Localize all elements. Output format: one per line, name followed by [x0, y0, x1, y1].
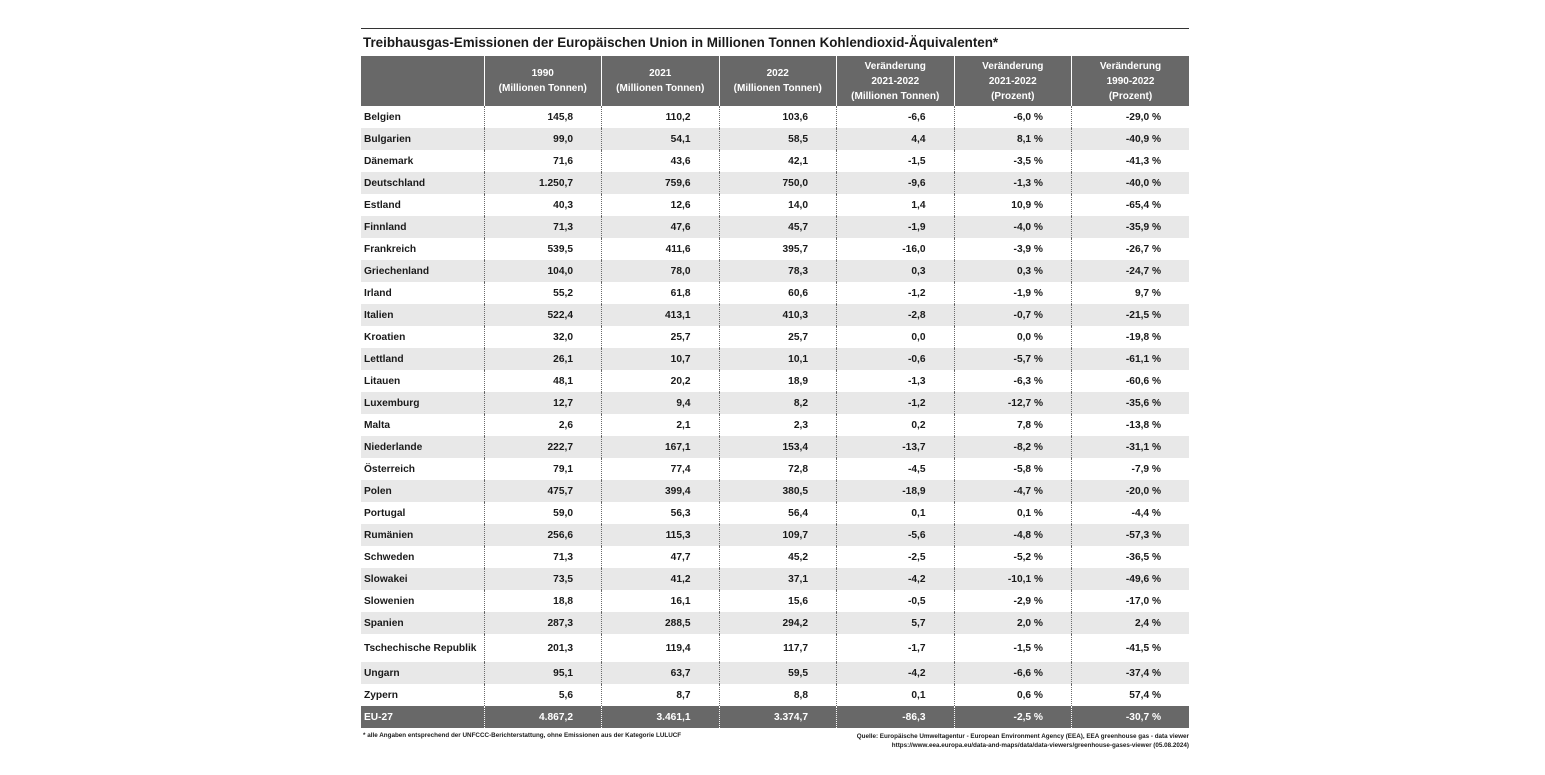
country-cell: Spanien — [361, 612, 484, 634]
value-2021: 110,2 — [602, 106, 720, 128]
value-1990: 99,0 — [484, 128, 602, 150]
value-2022: 3.374,7 — [719, 706, 837, 728]
change-pct-cell: -8,2 % — [954, 436, 1072, 458]
change-abs-cell: 0,1 — [837, 684, 955, 706]
change-abs-cell: -5,6 — [837, 524, 955, 546]
table-row — [361, 546, 1189, 568]
change-pct-1990-cell: -41,3 % — [1072, 150, 1190, 172]
change-pct-1990-cell: -26,7 % — [1072, 238, 1190, 260]
header-label: 2021-2022 — [988, 75, 1037, 87]
change-abs-cell: -86,3 — [837, 706, 955, 728]
value-2021: 10,7 — [602, 348, 720, 370]
value-2022: 25,7 — [719, 326, 837, 348]
table-row — [361, 458, 1189, 480]
change-pct-cell: -0,7 % — [954, 304, 1072, 326]
change-pct-cell: 0,0 % — [954, 326, 1072, 348]
change-pct-1990-cell: -30,7 % — [1072, 706, 1190, 728]
header-2022 — [719, 56, 837, 106]
change-pct-cell: -1,9 % — [954, 282, 1072, 304]
country-cell: Niederlande — [361, 436, 484, 458]
value-1990: 12,7 — [484, 392, 602, 414]
change-abs-cell: 0,1 — [837, 502, 955, 524]
table-row — [361, 150, 1189, 172]
table-row — [361, 304, 1189, 326]
value-1990: 1.250,7 — [484, 172, 602, 194]
header-label: (Millionen Tonnen) — [498, 83, 587, 94]
header-label: (Millionen Tonnen) — [851, 90, 940, 102]
change-pct-1990-cell: -24,7 % — [1072, 260, 1190, 282]
value-2022: 18,9 — [719, 370, 837, 392]
header-label: 2021 — [649, 68, 672, 79]
change-pct-cell: 0,6 % — [954, 684, 1072, 706]
value-2022: 2,3 — [719, 414, 837, 436]
change-pct-1990-cell: -60,6 % — [1072, 370, 1190, 392]
value-2022: 14,0 — [719, 194, 837, 216]
source-url: https://www.eea.europa.eu/data-and-maps/data/data-viewers/greenhouse-gases-viewer (05.08.2024) — [891, 742, 1189, 749]
table-row — [361, 238, 1189, 260]
header-label: (Prozent) — [1108, 90, 1153, 102]
value-1990: 48,1 — [484, 370, 602, 392]
value-1990: 73,5 — [484, 568, 602, 590]
value-1990: 71,6 — [484, 150, 602, 172]
value-1990: 201,3 — [484, 634, 602, 662]
change-pct-cell: -3,5 % — [954, 150, 1072, 172]
value-2021: 167,1 — [602, 436, 720, 458]
country-cell: Dänemark — [364, 155, 414, 167]
change-abs-cell: -0,5 — [837, 590, 955, 612]
table-row — [361, 524, 1189, 546]
value-2022: 60,6 — [719, 282, 837, 304]
change-pct-1990-cell: 2,4 % — [1072, 612, 1190, 634]
change-pct-cell: -4,7 % — [954, 480, 1072, 502]
change-abs-cell: -4,5 — [837, 458, 955, 480]
change-pct-1990-cell: -20,0 % — [1072, 480, 1190, 502]
country-cell: Finnland — [361, 216, 484, 238]
table-row — [361, 436, 1189, 458]
value-2022: 380,5 — [719, 480, 837, 502]
change-pct-1990-cell: -35,6 % — [1072, 392, 1190, 414]
change-abs-cell: -4,2 — [837, 568, 955, 590]
country-cell: Tschechische Republik — [364, 642, 477, 654]
change-pct-1990-cell: -4,4 % — [1072, 502, 1190, 524]
value-2021: 8,7 — [602, 684, 720, 706]
value-2021: 413,1 — [602, 304, 720, 326]
header-1990 — [484, 56, 602, 106]
change-pct-1990-cell: -65,4 % — [1072, 194, 1190, 216]
value-2022: 8,2 — [719, 392, 837, 414]
table-row — [361, 172, 1189, 194]
country-cell: Deutschland — [361, 172, 484, 194]
header-change-pct-1990-2022 — [1072, 56, 1190, 106]
header-label: Veränderung — [982, 60, 1044, 72]
footnote: * alle Angaben entsprechend der UNFCCC-Berichterstattung, ohne Emissionen aus der Kategorie LULUCF — [363, 732, 682, 739]
change-abs-cell: -6,6 — [837, 106, 955, 128]
table-row — [361, 612, 1189, 634]
value-2022: 109,7 — [719, 524, 837, 546]
change-pct-cell: -5,7 % — [954, 348, 1072, 370]
change-abs-cell: 4,4 — [837, 128, 955, 150]
header-change-pct-2021-2022 — [954, 56, 1072, 106]
change-abs-cell: 0,0 — [837, 326, 955, 348]
change-abs-cell: -1,2 — [837, 392, 955, 414]
change-abs-cell: 0,3 — [837, 260, 955, 282]
change-pct-cell: 7,8 % — [954, 414, 1072, 436]
country-cell: Kroatien — [364, 331, 406, 343]
value-2022: 45,2 — [719, 546, 837, 568]
header-change-abs-2021-2022 — [837, 56, 955, 106]
table-title: Treibhausgas-Emissionen der Europäischen Union in Millionen Tonnen Kohlendioxid-Äquivalenten* — [363, 35, 999, 50]
value-2021: 16,1 — [602, 590, 720, 612]
value-2021: 56,3 — [602, 502, 720, 524]
change-pct-1990-cell: -41,5 % — [1072, 634, 1190, 662]
value-1990: 32,0 — [484, 326, 602, 348]
change-pct-1990-cell: -61,1 % — [1072, 348, 1190, 370]
value-2021: 3.461,1 — [602, 706, 720, 728]
header-label: 2021-2022 — [871, 75, 920, 87]
value-1990: 256,6 — [484, 524, 602, 546]
value-2021: 2,1 — [602, 414, 720, 436]
change-pct-cell: -12,7 % — [954, 392, 1072, 414]
country-cell: Luxemburg — [361, 392, 484, 414]
country-cell: Bulgarien — [361, 128, 484, 150]
header-country — [361, 56, 484, 106]
emissions-table-sheet — [361, 28, 1189, 754]
country-cell: Malta — [364, 419, 391, 431]
country-cell: Estland — [364, 199, 401, 211]
value-1990: 287,3 — [484, 612, 602, 634]
change-abs-cell: 5,7 — [837, 612, 955, 634]
value-2022: 750,0 — [719, 172, 837, 194]
change-pct-cell: -5,8 % — [954, 458, 1072, 480]
change-pct-1990-cell: -57,3 % — [1072, 524, 1190, 546]
change-abs-cell: -18,9 — [837, 480, 955, 502]
value-2022: 59,5 — [719, 662, 837, 684]
table-row — [361, 502, 1189, 524]
table-row — [361, 568, 1189, 590]
value-1990: 104,0 — [484, 260, 602, 282]
change-abs-cell: -1,3 — [837, 370, 955, 392]
country-cell: Österreich — [364, 463, 415, 475]
table-row — [361, 684, 1189, 706]
value-2022: 8,8 — [719, 684, 837, 706]
change-pct-cell: -4,8 % — [954, 524, 1072, 546]
country-cell: Lettland — [361, 348, 484, 370]
change-pct-cell: -2,5 % — [954, 706, 1072, 728]
value-2021: 61,8 — [602, 282, 720, 304]
change-pct-1990-cell: -49,6 % — [1072, 568, 1190, 590]
table-row — [361, 106, 1189, 128]
source-line: Quelle: Europäische Umweltagentur - European Environment Agency (EEA), EEA greenhouse gas - data viewer — [856, 733, 1189, 740]
header-2021 — [602, 56, 720, 106]
value-1990: 95,1 — [484, 662, 602, 684]
value-2021: 399,4 — [602, 480, 720, 502]
value-2022: 72,8 — [719, 458, 837, 480]
value-2022: 45,7 — [719, 216, 837, 238]
value-2021: 12,6 — [602, 194, 720, 216]
value-2021: 9,4 — [602, 392, 720, 414]
value-2021: 411,6 — [602, 238, 720, 260]
value-1990: 18,8 — [484, 590, 602, 612]
change-pct-1990-cell: 9,7 % — [1072, 282, 1190, 304]
country-cell: Frankreich — [364, 243, 417, 255]
change-pct-cell: -4,0 % — [954, 216, 1072, 238]
change-abs-cell: 1,4 — [837, 194, 955, 216]
value-2022: 294,2 — [719, 612, 837, 634]
table-row — [361, 260, 1189, 282]
value-2021: 25,7 — [602, 326, 720, 348]
value-2021: 759,6 — [602, 172, 720, 194]
table-row — [361, 662, 1189, 684]
change-pct-cell: 10,9 % — [954, 194, 1072, 216]
value-1990: 59,0 — [484, 502, 602, 524]
source-note — [857, 732, 1189, 750]
table-row — [361, 414, 1189, 436]
change-abs-cell: -1,2 — [837, 282, 955, 304]
value-2021: 54,1 — [602, 128, 720, 150]
country-cell: Slowakei — [361, 568, 484, 590]
change-abs-cell: -1,7 — [837, 634, 955, 662]
change-abs-cell: -0,6 — [837, 348, 955, 370]
change-pct-1990-cell: -29,0 % — [1072, 106, 1190, 128]
change-pct-cell: 0,3 % — [954, 260, 1072, 282]
table-row — [361, 194, 1189, 216]
change-pct-1990-cell: -21,5 % — [1072, 304, 1190, 326]
country-cell: Zypern — [364, 689, 398, 701]
change-pct-cell: -1,5 % — [954, 634, 1072, 662]
value-2021: 47,7 — [602, 546, 720, 568]
value-1990: 539,5 — [484, 238, 602, 260]
table-row — [361, 348, 1189, 370]
change-pct-cell: -6,0 % — [954, 106, 1072, 128]
table-row — [361, 326, 1189, 348]
country-cell: Polen — [361, 480, 484, 502]
value-2021: 63,7 — [602, 662, 720, 684]
header-label: (Millionen Tonnen) — [616, 83, 705, 94]
change-pct-1990-cell: -37,4 % — [1072, 662, 1190, 684]
change-pct-cell: 8,1 % — [954, 128, 1072, 150]
value-2021: 43,6 — [602, 150, 720, 172]
change-pct-1990-cell: -35,9 % — [1072, 216, 1190, 238]
value-1990: 79,1 — [484, 458, 602, 480]
header-label: (Millionen Tonnen) — [733, 83, 822, 94]
value-1990: 4.867,2 — [484, 706, 602, 728]
table-row — [361, 634, 1189, 662]
change-abs-cell: -2,5 — [837, 546, 955, 568]
country-cell: Italien — [361, 304, 484, 326]
value-1990: 71,3 — [484, 216, 602, 238]
change-pct-cell: -6,6 % — [954, 662, 1072, 684]
change-pct-cell: -3,9 % — [954, 238, 1072, 260]
header-label: Veränderung — [864, 60, 926, 72]
value-2022: 103,6 — [719, 106, 837, 128]
value-2022: 58,5 — [719, 128, 837, 150]
value-1990: 71,3 — [484, 546, 602, 568]
value-1990: 26,1 — [484, 348, 602, 370]
value-2022: 10,1 — [719, 348, 837, 370]
country-cell: Litauen — [364, 375, 401, 387]
header-label: 1990-2022 — [1106, 75, 1155, 87]
country-cell: Portugal — [364, 507, 406, 519]
change-pct-1990-cell: -31,1 % — [1072, 436, 1190, 458]
country-cell: Griechenland — [361, 260, 484, 282]
value-2021: 119,4 — [602, 634, 720, 662]
change-abs-cell: -1,9 — [837, 216, 955, 238]
change-abs-cell: 0,2 — [837, 414, 955, 436]
value-1990: 522,4 — [484, 304, 602, 326]
change-pct-cell: -2,9 % — [954, 590, 1072, 612]
value-2022: 15,6 — [719, 590, 837, 612]
change-pct-1990-cell: -40,0 % — [1072, 172, 1190, 194]
change-abs-cell: -4,2 — [837, 662, 955, 684]
country-cell: Slowenien — [364, 595, 415, 607]
table-row — [361, 392, 1189, 414]
header-label: Veränderung — [1099, 60, 1162, 72]
value-2022: 395,7 — [719, 238, 837, 260]
header-label: (Prozent) — [991, 90, 1035, 102]
change-pct-1990-cell: -7,9 % — [1072, 458, 1190, 480]
change-abs-cell: -2,8 — [837, 304, 955, 326]
country-cell: Belgien — [364, 111, 401, 123]
change-pct-1990-cell: -19,8 % — [1072, 326, 1190, 348]
table-row — [361, 216, 1189, 238]
value-1990: 5,6 — [484, 684, 602, 706]
header-label: 1990 — [531, 68, 554, 79]
change-pct-cell: -1,3 % — [954, 172, 1072, 194]
header-row — [361, 56, 1189, 106]
value-1990: 222,7 — [484, 436, 602, 458]
value-2021: 41,2 — [602, 568, 720, 590]
country-cell: Irland — [364, 287, 392, 299]
change-abs-cell: -1,5 — [837, 150, 955, 172]
table-row — [361, 370, 1189, 392]
change-pct-cell: -10,1 % — [954, 568, 1072, 590]
table-header — [361, 56, 1189, 106]
country-cell: Rumänien — [361, 524, 484, 546]
country-cell: Ungarn — [361, 662, 484, 684]
value-2022: 37,1 — [719, 568, 837, 590]
value-2021: 288,5 — [602, 612, 720, 634]
change-abs-cell: -9,6 — [837, 172, 955, 194]
change-pct-1990-cell: -40,9 % — [1072, 128, 1190, 150]
change-pct-1990-cell: -17,0 % — [1072, 590, 1190, 612]
change-pct-cell: -5,2 % — [954, 546, 1072, 568]
table-row — [361, 590, 1189, 612]
table-footer — [361, 730, 1189, 754]
value-1990: 2,6 — [484, 414, 602, 436]
value-1990: 55,2 — [484, 282, 602, 304]
table-row — [361, 480, 1189, 502]
table-row — [361, 282, 1189, 304]
value-2022: 56,4 — [719, 502, 837, 524]
table-row — [361, 128, 1189, 150]
change-pct-cell: 2,0 % — [954, 612, 1072, 634]
total-row — [361, 706, 1189, 728]
value-2021: 20,2 — [602, 370, 720, 392]
change-pct-cell: -6,3 % — [954, 370, 1072, 392]
value-2021: 115,3 — [602, 524, 720, 546]
emissions-table — [361, 56, 1189, 728]
value-2022: 42,1 — [719, 150, 837, 172]
change-abs-cell: -13,7 — [837, 436, 955, 458]
value-1990: 145,8 — [484, 106, 602, 128]
value-2021: 78,0 — [602, 260, 720, 282]
table-body — [361, 106, 1189, 728]
country-cell: EU-27 — [361, 706, 484, 728]
value-2022: 153,4 — [719, 436, 837, 458]
change-pct-1990-cell: -36,5 % — [1072, 546, 1190, 568]
value-2022: 78,3 — [719, 260, 837, 282]
value-2022: 410,3 — [719, 304, 837, 326]
value-2022: 117,7 — [719, 634, 837, 662]
value-2021: 47,6 — [602, 216, 720, 238]
header-label: 2022 — [766, 68, 789, 79]
change-pct-1990-cell: 57,4 % — [1072, 684, 1190, 706]
change-abs-cell: -16,0 — [837, 238, 955, 260]
value-1990: 40,3 — [484, 194, 602, 216]
value-2021: 77,4 — [602, 458, 720, 480]
change-pct-1990-cell: -13,8 % — [1072, 414, 1190, 436]
country-cell: Schweden — [364, 551, 415, 563]
value-1990: 475,7 — [484, 480, 602, 502]
change-pct-cell: 0,1 % — [954, 502, 1072, 524]
